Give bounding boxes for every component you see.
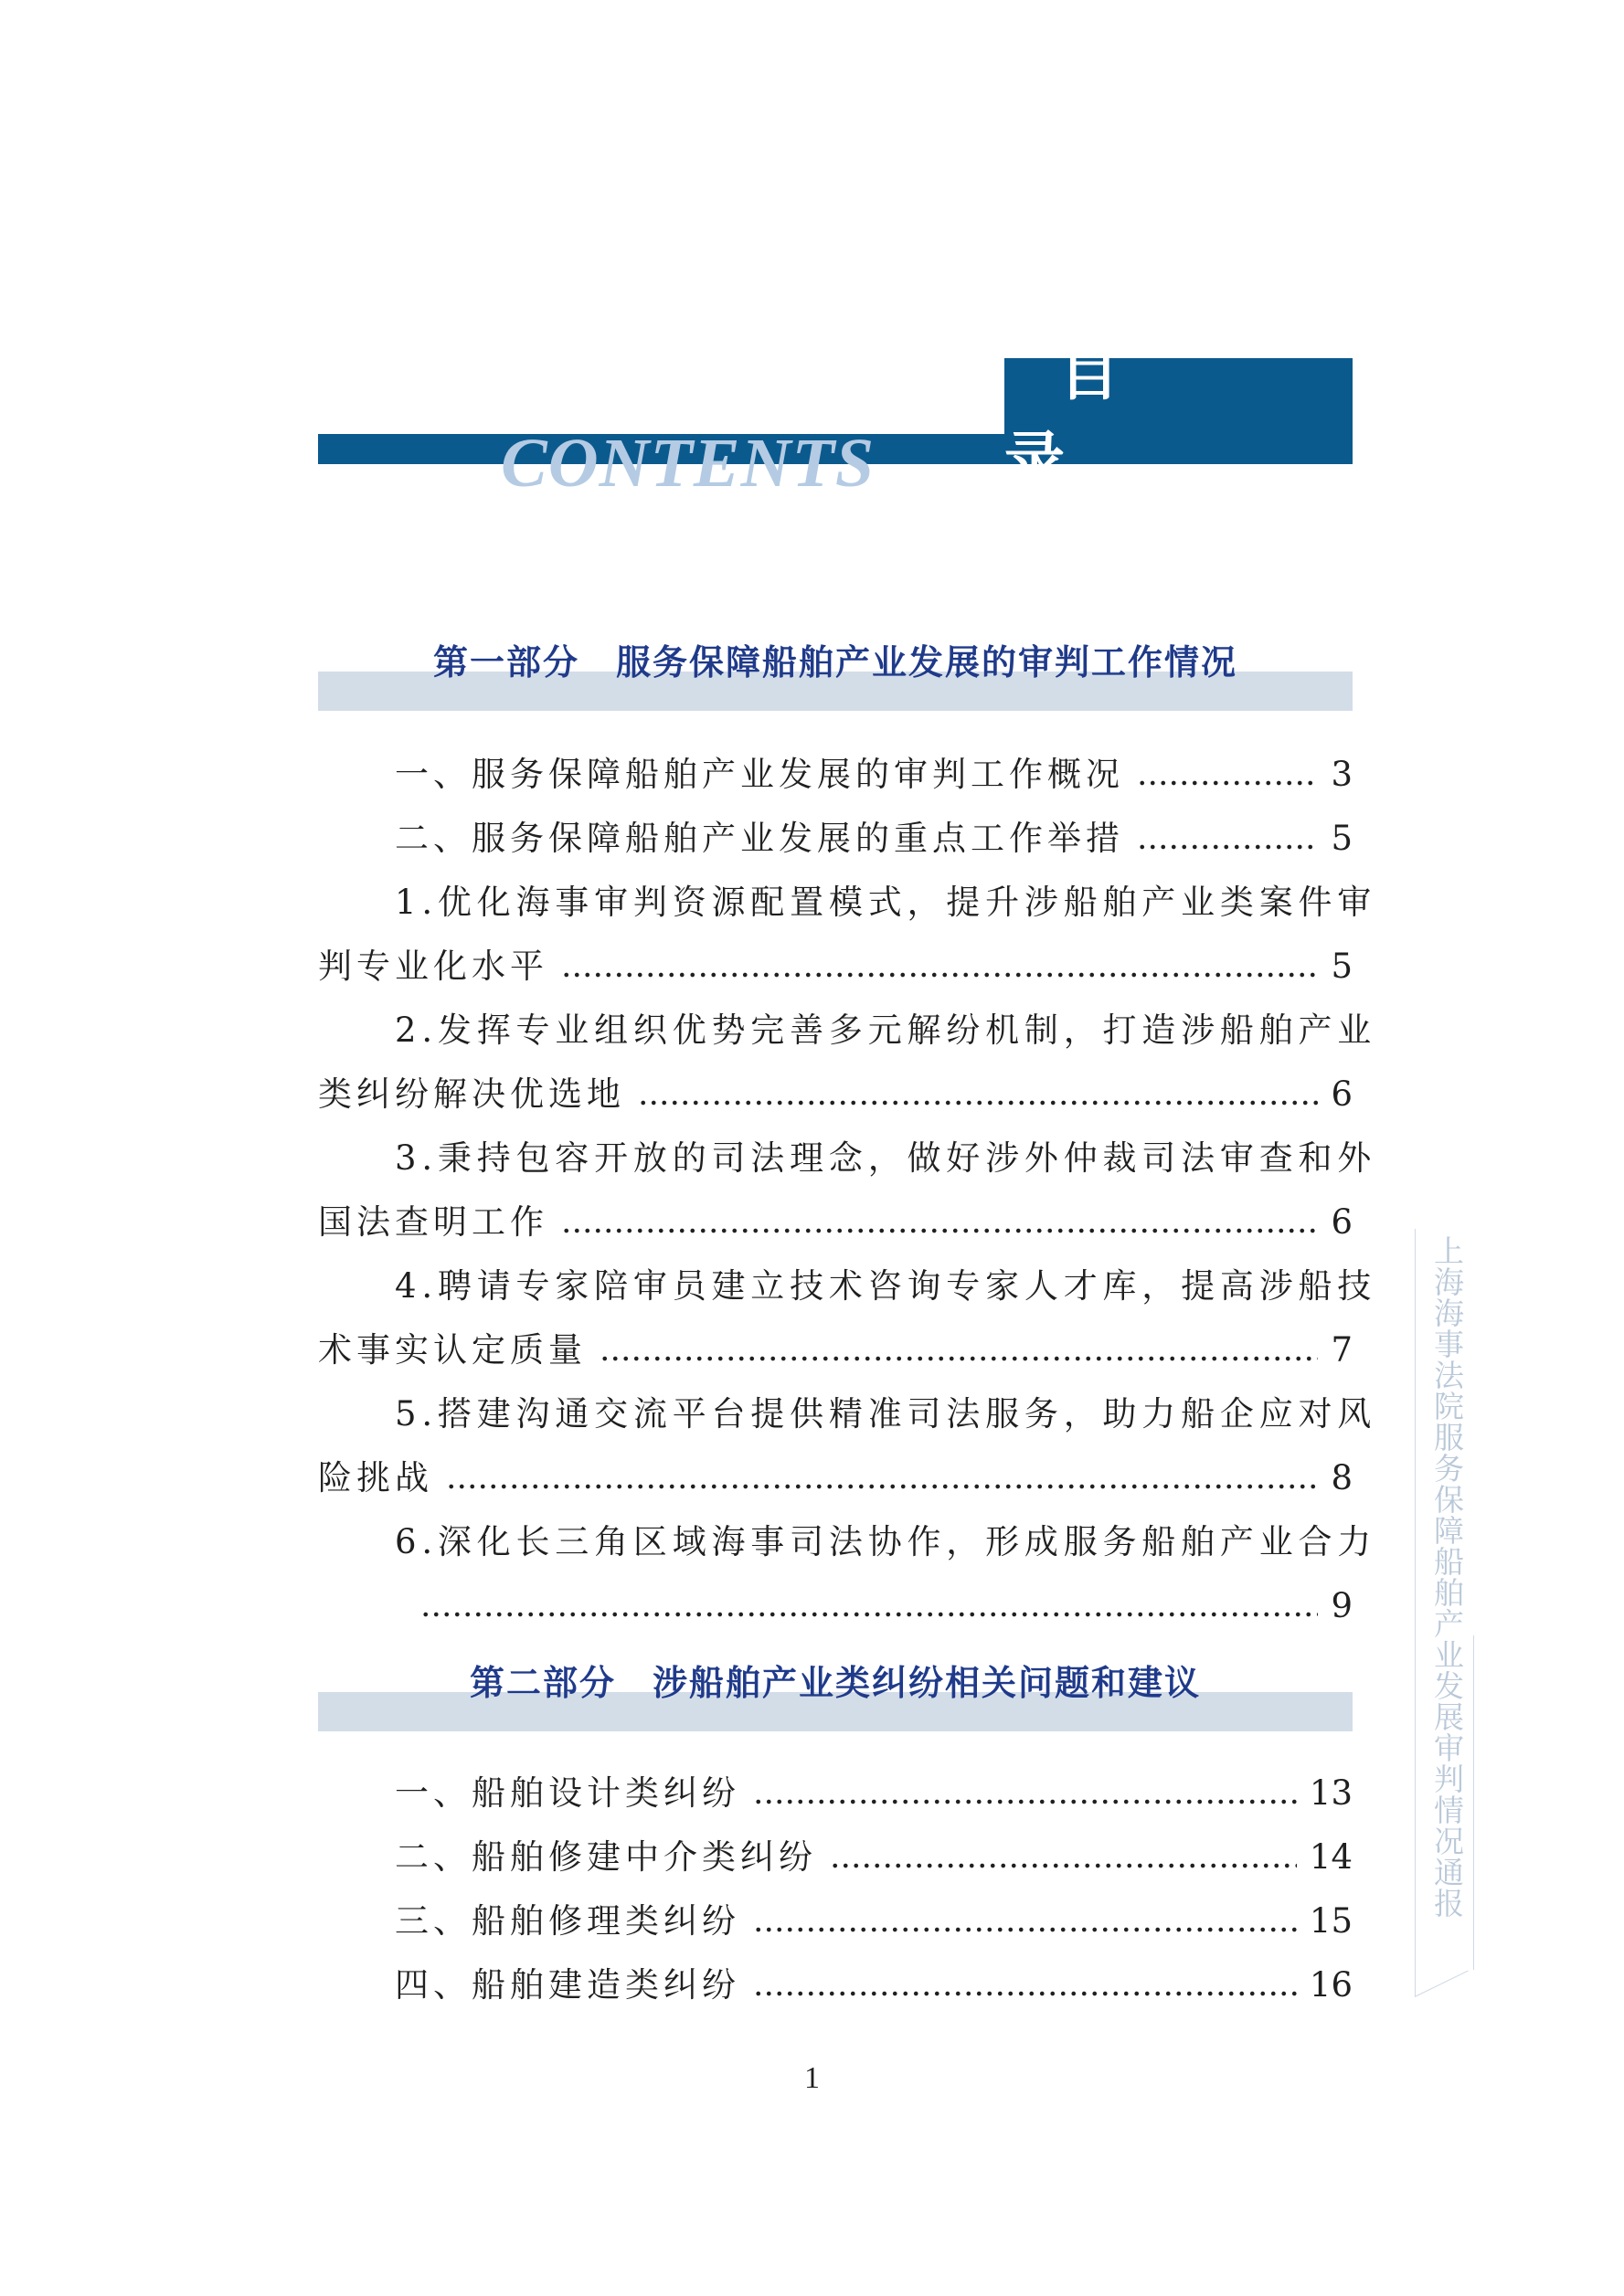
dot-leader: [830, 1863, 1297, 1868]
toc-item-part2-4[interactable]: [395, 1962, 1353, 2009]
dot-leader: [561, 972, 1318, 978]
toc-page-number: 3: [1331, 755, 1353, 794]
toc-item-text: 一、船舶设计类纠纷: [395, 1773, 740, 1813]
dot-leader: [420, 1612, 1318, 1617]
toc-page-number: 5: [1331, 819, 1353, 858]
toc-subitem-1-line2[interactable]: [318, 943, 1353, 990]
toc-subitem-4-line2[interactable]: [318, 1327, 1353, 1374]
toc-subitem-5-line2[interactable]: [318, 1455, 1353, 1502]
part1-heading: 第一部分 服务保障船舶产业发展的审判工作情况: [432, 642, 1237, 682]
page-number: 1: [804, 2061, 820, 2095]
toc-item-text: 术事实认定质量: [318, 1330, 587, 1370]
toc-item-part2-1[interactable]: [395, 1770, 1353, 1817]
dot-leader: [1137, 844, 1318, 850]
toc-page-number: 16: [1309, 1965, 1353, 2005]
side-tab-title: 上海海事法院服务保障船舶产业发展审判情况通报: [1429, 1235, 1465, 1919]
side-tab-corner: [1415, 1971, 1469, 1997]
toc-page-number: 6: [1331, 1074, 1353, 1114]
dot-leader: [600, 1356, 1318, 1361]
toc-item-text: 三、船舶修理类纠纷: [395, 1901, 740, 1941]
toc-subitem-6-line1[interactable]: 6.深化长三角区域海事司法协作，形成服务船舶产业合力: [395, 1522, 1377, 1561]
toc-page-number: 13: [1309, 1773, 1353, 1813]
side-tab-border: [1415, 1229, 1416, 1996]
contents-watermark-text: CONTENTS: [501, 425, 876, 502]
dot-leader: [561, 1228, 1318, 1233]
toc-item-text: 险挑战: [318, 1458, 433, 1497]
toc-subitem-3-line2[interactable]: [318, 1199, 1353, 1246]
dot-leader: [753, 1799, 1297, 1804]
toc-item-text: 国法查明工作: [318, 1202, 548, 1242]
toc-item-part1-1[interactable]: [395, 751, 1353, 799]
dot-leader: [753, 1927, 1297, 1932]
dot-leader: [446, 1484, 1318, 1489]
toc-subitem-4-line1[interactable]: 4.聘请专家陪审员建立技术咨询专家人才库，提高涉船技: [395, 1266, 1377, 1306]
part2-heading: 第二部分 涉船舶产业类纠纷相关问题和建议: [469, 1663, 1201, 1703]
toc-page-number: 7: [1331, 1330, 1353, 1370]
toc-item-text: 四、船舶建造类纠纷: [395, 1965, 740, 2005]
toc-subitem-2-line1[interactable]: 2.发挥专业组织优势完善多元解纷机制，打造涉船舶产业: [395, 1010, 1377, 1050]
toc-item-part2-2[interactable]: [395, 1834, 1353, 1881]
toc-item-part2-3[interactable]: [395, 1898, 1353, 1945]
toc-item-text: 判专业化水平: [318, 947, 548, 986]
toc-item-text: 类纠纷解决优选地: [318, 1074, 625, 1114]
toc-item-text: 二、船舶修建中介类纠纷: [395, 1837, 817, 1877]
toc-item-part1-2[interactable]: [395, 815, 1353, 862]
page-title: 目 录: [1004, 338, 1174, 495]
toc-subitem-1-line1[interactable]: 1.优化海事审判资源配置模式，提升涉船舶产业类案件审: [395, 883, 1377, 922]
toc-item-text: 二、服务保障船舶产业发展的重点工作举措: [395, 819, 1124, 858]
toc-subitem-6-line2[interactable]: [420, 1582, 1353, 1630]
toc-page-number: 9: [1331, 1586, 1353, 1625]
dot-leader: [753, 1991, 1297, 1996]
toc-subitem-5-line1[interactable]: 5.搭建沟通交流平台提供精准司法服务，助力船企应对风: [395, 1394, 1377, 1434]
toc-page-number: 14: [1309, 1837, 1353, 1877]
toc-subitem-2-line2[interactable]: [318, 1071, 1353, 1118]
dot-leader: [1137, 780, 1318, 786]
toc-subitem-3-line1[interactable]: 3.秉持包容开放的司法理念，做好涉外仲裁司法审查和外: [395, 1138, 1377, 1178]
toc-page-number: 15: [1309, 1901, 1353, 1941]
dot-leader: [638, 1100, 1318, 1106]
side-tab-border-inner: [1473, 1635, 1474, 1970]
toc-page-number: 5: [1331, 947, 1353, 986]
toc-page-number: 8: [1331, 1458, 1353, 1497]
toc-item-text: 一、服务保障船舶产业发展的审判工作概况: [395, 755, 1124, 794]
toc-page-number: 6: [1331, 1202, 1353, 1242]
